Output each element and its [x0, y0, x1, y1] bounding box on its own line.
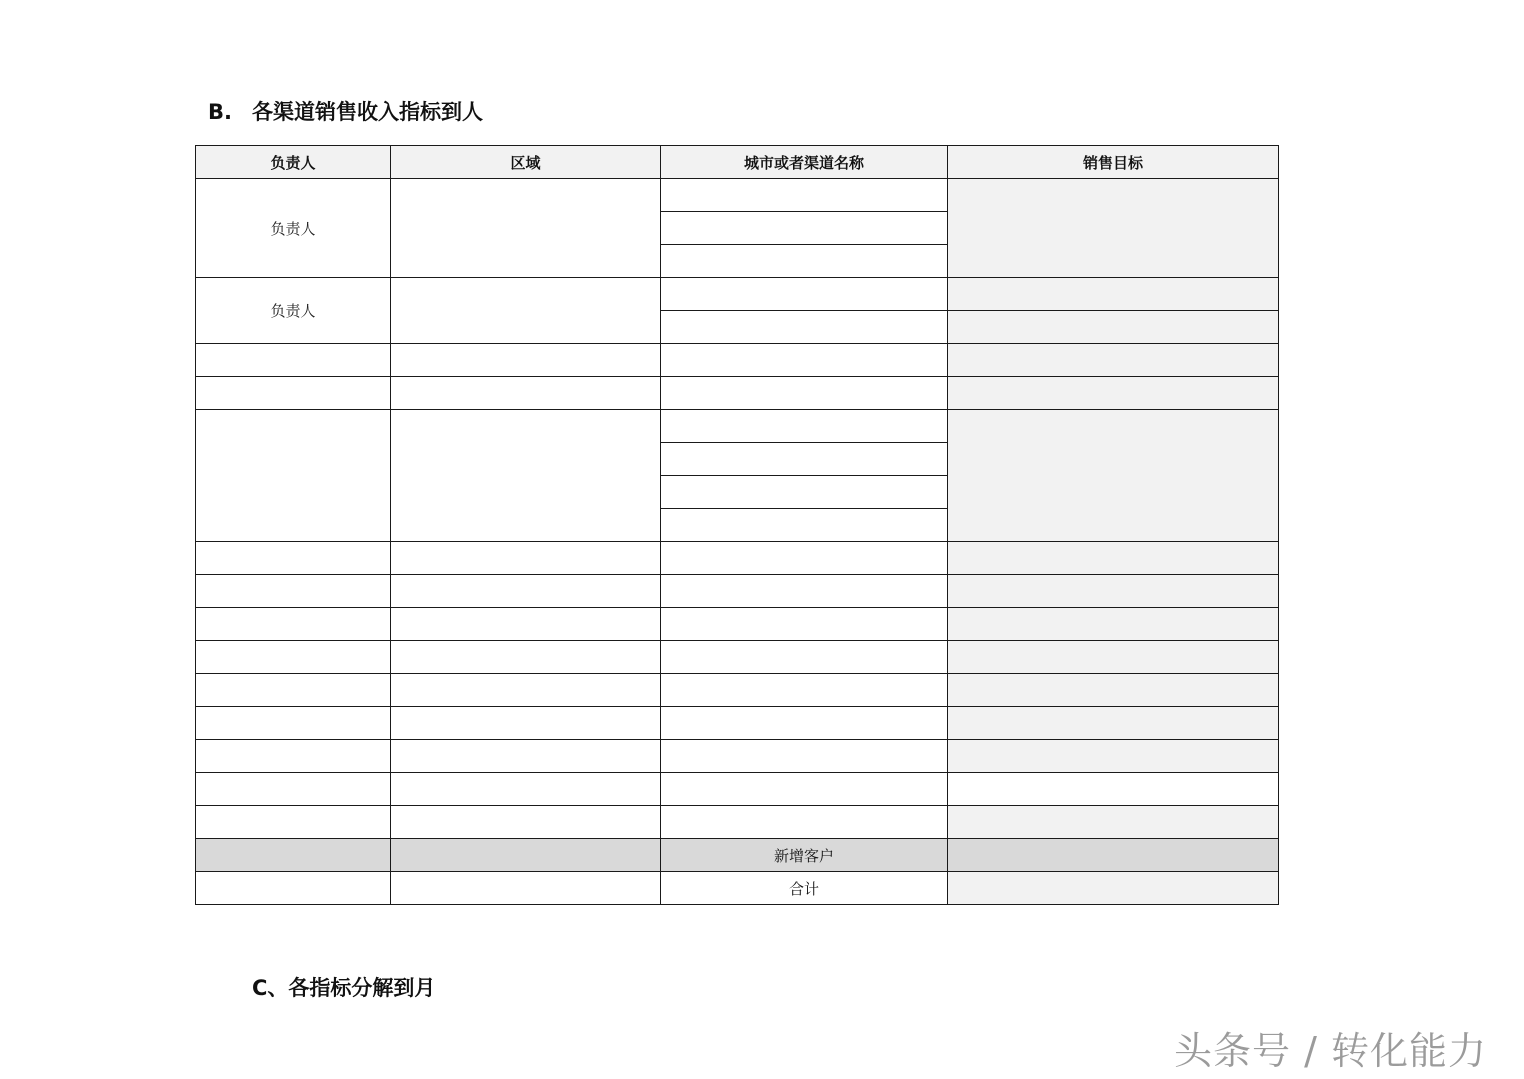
table-row [196, 806, 1279, 839]
city-channel-cell[interactable] [661, 476, 948, 509]
city-channel-cell[interactable] [661, 179, 948, 212]
city-channel-cell[interactable] [661, 410, 948, 443]
owner-cell[interactable] [196, 806, 391, 839]
sales-target-cell[interactable] [948, 542, 1279, 575]
table-row [196, 773, 1279, 806]
header-sales-target: 销售目标 [948, 146, 1279, 179]
sales-target-cell[interactable] [948, 773, 1279, 806]
section-b-letter: B. [208, 100, 232, 124]
city-channel-cell[interactable] [661, 707, 948, 740]
owner-cell[interactable] [196, 542, 391, 575]
owner-cell-group-2[interactable]: 负责人 [196, 278, 391, 344]
sales-target-cell[interactable] [948, 278, 1279, 311]
owner-cell[interactable] [196, 641, 391, 674]
region-cell[interactable] [391, 674, 661, 707]
section-c-title: C、各指标分解到月 [252, 976, 436, 1000]
total-row [196, 872, 1279, 905]
city-channel-cell[interactable] [661, 641, 948, 674]
table-row [196, 278, 1279, 311]
owner-cell[interactable] [196, 773, 391, 806]
sales-target-cell[interactable] [948, 575, 1279, 608]
sales-target-cell[interactable] [948, 344, 1279, 377]
owner-cell-group-1[interactable]: 负责人 [196, 179, 391, 278]
header-city-channel: 城市或者渠道名称 [661, 146, 948, 179]
region-cell[interactable] [391, 608, 661, 641]
city-channel-cell[interactable] [661, 212, 948, 245]
section-b-heading: 各渠道销售收入指标到人 [252, 100, 483, 124]
city-channel-cell[interactable] [661, 806, 948, 839]
table-row [196, 377, 1279, 410]
table-row [196, 674, 1279, 707]
owner-cell[interactable] [196, 344, 391, 377]
city-channel-cell[interactable] [661, 608, 948, 641]
sales-target-cell[interactable] [948, 707, 1279, 740]
sales-target-cell[interactable] [948, 608, 1279, 641]
region-cell[interactable] [391, 641, 661, 674]
region-cell[interactable] [391, 740, 661, 773]
table-row [196, 707, 1279, 740]
region-cell[interactable] [391, 377, 661, 410]
region-cell[interactable] [391, 839, 661, 872]
owner-cell[interactable] [196, 872, 391, 905]
owner-cell[interactable] [196, 377, 391, 410]
table-row [196, 410, 1279, 443]
city-channel-cell[interactable] [661, 377, 948, 410]
region-cell[interactable] [391, 278, 661, 344]
city-channel-cell[interactable] [661, 740, 948, 773]
table-row [196, 179, 1279, 212]
sales-target-cell[interactable] [948, 311, 1279, 344]
sales-target-table [195, 145, 1279, 905]
table-row [196, 575, 1279, 608]
region-cell[interactable] [391, 179, 661, 278]
owner-cell[interactable] [196, 575, 391, 608]
owner-cell-group-3[interactable] [196, 410, 391, 542]
region-cell[interactable] [391, 344, 661, 377]
region-cell[interactable] [391, 542, 661, 575]
sales-target-cell[interactable] [948, 377, 1279, 410]
table-row [196, 641, 1279, 674]
new-customers-row [196, 839, 1279, 872]
sales-target-cell[interactable] [948, 641, 1279, 674]
city-channel-cell[interactable] [661, 278, 948, 311]
header-region: 区域 [391, 146, 661, 179]
owner-cell[interactable] [196, 608, 391, 641]
city-channel-cell[interactable] [661, 674, 948, 707]
owner-cell[interactable] [196, 740, 391, 773]
owner-cell[interactable] [196, 674, 391, 707]
section-b-title [208, 97, 483, 127]
new-customers-label: 新增客户 [661, 839, 948, 872]
region-cell[interactable] [391, 707, 661, 740]
region-cell[interactable] [391, 575, 661, 608]
table-row [196, 740, 1279, 773]
owner-cell[interactable] [196, 707, 391, 740]
city-channel-cell[interactable] [661, 773, 948, 806]
city-channel-cell[interactable] [661, 245, 948, 278]
region-cell[interactable] [391, 806, 661, 839]
region-cell[interactable] [391, 773, 661, 806]
region-cell[interactable] [391, 410, 661, 542]
table-header-row [196, 146, 1279, 179]
sales-target-cell[interactable] [948, 740, 1279, 773]
sales-target-cell[interactable] [948, 674, 1279, 707]
table-row [196, 542, 1279, 575]
sales-target-cell[interactable] [948, 410, 1279, 542]
sales-target-cell[interactable] [948, 872, 1279, 905]
owner-cell[interactable] [196, 839, 391, 872]
total-label: 合计 [661, 872, 948, 905]
city-channel-cell[interactable] [661, 344, 948, 377]
city-channel-cell[interactable] [661, 443, 948, 476]
sales-target-cell[interactable] [948, 179, 1279, 278]
table-row [196, 344, 1279, 377]
city-channel-cell[interactable] [661, 575, 948, 608]
region-cell[interactable] [391, 872, 661, 905]
city-channel-cell[interactable] [661, 542, 948, 575]
header-owner: 负责人 [196, 146, 391, 179]
sales-target-cell[interactable] [948, 839, 1279, 872]
table-row [196, 608, 1279, 641]
watermark: 头条号 / 转化能力 [1174, 1029, 1487, 1073]
city-channel-cell[interactable] [661, 509, 948, 542]
sales-target-cell[interactable] [948, 806, 1279, 839]
city-channel-cell[interactable] [661, 311, 948, 344]
